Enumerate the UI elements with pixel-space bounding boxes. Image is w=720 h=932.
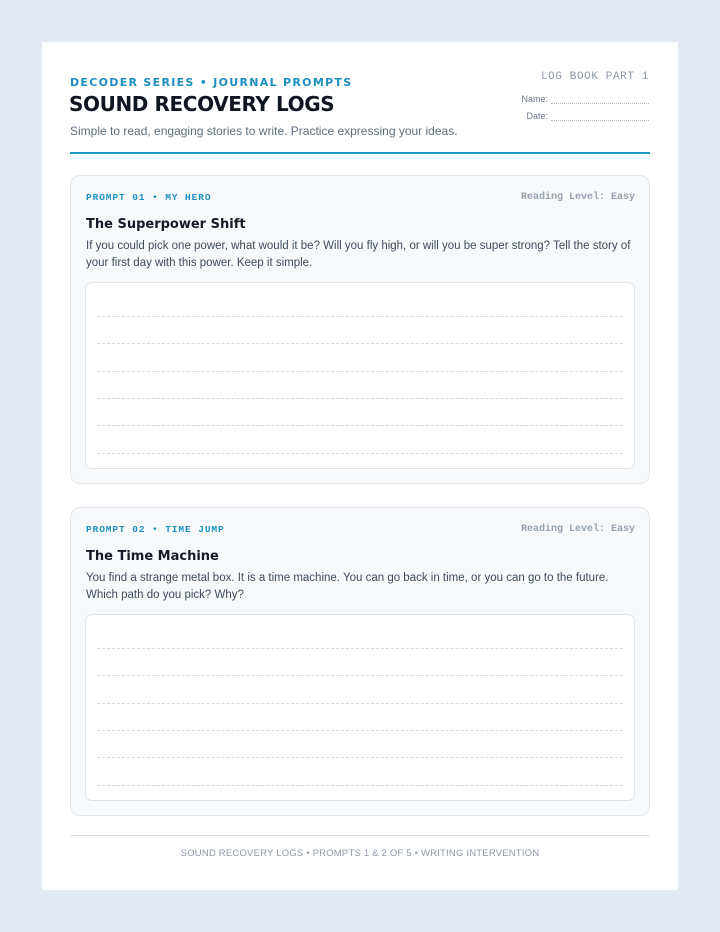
prompt-card-2	[70, 507, 650, 816]
writing-line	[97, 453, 623, 454]
prompt-title: The Superpower Shift	[86, 217, 246, 232]
prompt-body: If you could pick one power, what would it be? Will you fly high, or will you be super strong? Tell the story of your first day with this power. Keep it simple.	[86, 240, 631, 269]
name-label: Name:	[521, 94, 548, 104]
writing-line	[97, 785, 623, 786]
writing-line	[97, 757, 623, 758]
footer-divider	[70, 835, 650, 836]
writing-line	[97, 425, 623, 426]
date-field[interactable]	[526, 111, 649, 121]
prompt-tag: PROMPT 02 • TIME JUMP	[86, 524, 225, 535]
writing-line	[97, 703, 623, 704]
writing-line	[97, 675, 623, 676]
series-label: DECODER SERIES • JOURNAL PROMPTS	[70, 76, 353, 89]
prompt-body: You find a strange metal box. It is a time machine. You can go back in time, or you can go to the future. Which path do you pick? Why?	[86, 572, 609, 601]
date-label: Date:	[526, 111, 548, 121]
reading-level: Reading Level: Easy	[520, 524, 635, 535]
header-divider	[70, 152, 650, 154]
page-subtitle: Simple to read, engaging stories to write. Practice expressing your ideas.	[70, 124, 458, 138]
page-title: SOUND RECOVERY LOGS	[69, 92, 335, 116]
writing-line	[97, 371, 623, 372]
name-line[interactable]	[551, 94, 649, 104]
writing-line	[97, 730, 623, 731]
page-footer: SOUND RECOVERY LOGS • PROMPTS 1 & 2 OF 5 • WRITING INTERVENTION	[180, 848, 540, 859]
date-line[interactable]	[551, 111, 649, 121]
worksheet-page	[42, 42, 678, 890]
logbook-label: LOG BOOK PART 1	[540, 71, 649, 83]
prompt-card-1	[70, 175, 650, 484]
answer-area[interactable]	[85, 282, 635, 469]
prompt-title: The Time Machine	[86, 549, 219, 564]
writing-line	[97, 398, 623, 399]
prompt-tag: PROMPT 01 • MY HERO	[86, 192, 212, 203]
answer-area[interactable]	[85, 614, 635, 801]
writing-line	[97, 316, 623, 317]
reading-level: Reading Level: Easy	[520, 192, 635, 203]
writing-line	[97, 343, 623, 344]
name-field[interactable]	[521, 94, 649, 104]
writing-line	[97, 648, 623, 649]
